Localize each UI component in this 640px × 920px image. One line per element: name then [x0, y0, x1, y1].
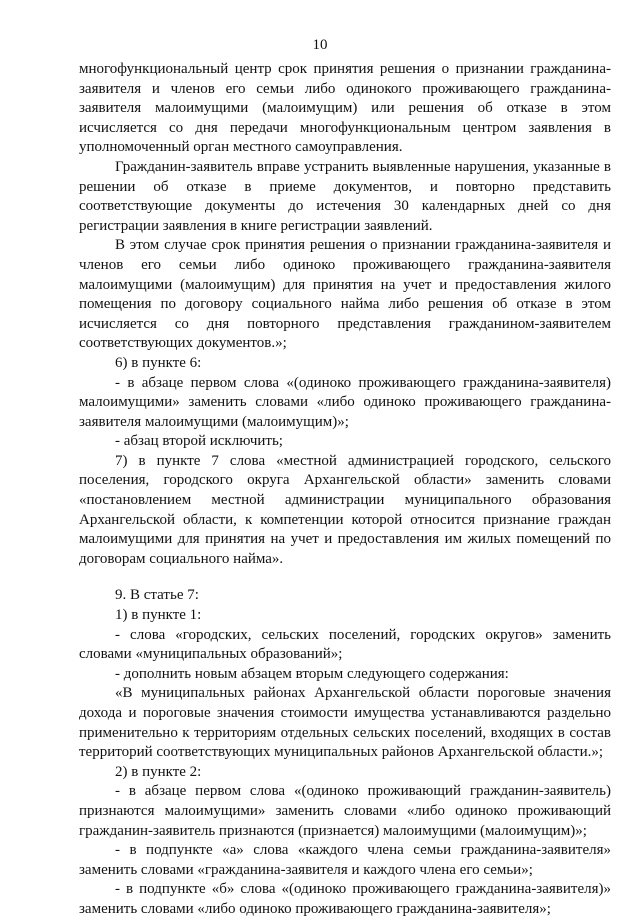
document-body	[79, 60, 611, 920]
paragraph-item-6-first-abzac: - в абзаце первом слова «(одиноко проживающего гражданина-заявителя) малоимущими» заменить словами «либо одиноко проживающего гражданина-заявителя малоимущими (малоимущим)»;	[79, 374, 611, 430]
paragraph-article-7-item-2: 2) в пункте 2:	[115, 763, 202, 780]
paragraph-article-7-item-1: 1) в пункте 1:	[115, 607, 202, 624]
paragraph-item-7: 7) в пункте 7 слова «местной администрацией городского, сельского поселения, городского округа Архангельской области» заменить словами «постановлением местной администрации муниципального образования Архангельской области, к компетенции которой относится признание граждан малоимущими для принятия на учет и предоставления им жилых помещений по договорам социального найма».	[79, 452, 611, 567]
paragraph-continuation: многофункциональный центр срок принятия решения о признании гражданина-заявителя и членов его семьи либо одинокого проживающего гражданина-заявителя малоимущими (малоимущим) или решения об отказе в этом исчисляется со дня передачи многофункциональным центром заявления в уполномоченный орган местного самоуправления.	[79, 61, 611, 156]
paragraph-article-7-item-2-subitem-a: - в подпункте «а» слова «каждого члена семьи гражданина-заявителя» заменить словами «гражданина-заявителя и каждого члена его семьи»;	[79, 842, 611, 878]
paragraph-resubmission-term: В этом случае срок принятия решения о признании гражданина-заявителя и членов его семьи либо одиноко проживающего гражданина-заявителя малоимущими (малоимущим) для принятия на учет и предоставления жилого помещения по договору социального найма либо решения об отказе в этом исчисляется со дня повторного представления гражданином-заявителем соответствующих документов.»;	[79, 237, 611, 352]
paragraph-article-7-item-1-words: - слова «городских, сельских поселений, городских округов» заменить словами «муниципальных образований»;	[79, 626, 611, 663]
paragraph-item-6-second-abzac: - абзац второй исключить;	[115, 433, 283, 450]
paragraph-article-7-item-1-quote: «В муниципальных районах Архангельской области пороговые значения дохода и пороговые значения стоимости имущества устанавливаются раздельно применительно к территориям отдельных сельских поселений, входящих в состав территорий соответствующих муниципальных районов Архангельской области.»;	[79, 685, 611, 761]
paragraph-article-7-heading: 9. В статье 7:	[115, 587, 199, 604]
paragraph-item-6: 6) в пункте 6:	[115, 354, 202, 371]
paragraph-resubmission-right: Гражданин-заявитель вправе устранить выявленные нарушения, указанные в решении об отказе в приеме документов, и повторно представить соответствующие документы до истечения 30 календарных дней со дня регистрации заявления в книге регистрации заявлений.	[79, 158, 611, 234]
page-number: 10	[312, 37, 328, 53]
paragraph-article-7-item-2-subitem-b: - в подпункте «б» слова «(одиноко проживающего гражданина-заявителя)» заменить словами «либо одиноко проживающего гражданина-заявителя»;	[79, 881, 611, 917]
paragraph-article-7-item-1-add: - дополнить новым абзацем вторым следующего содержания:	[115, 665, 509, 682]
section-gap	[79, 569, 611, 586]
paragraph-article-7-item-2-first-abzac: - в абзаце первом слова «(одиноко проживающий гражданин-заявитель) признаются малоимущими» заменить словами «либо одиноко проживающий гражданин-заявитель признаются (признается) малоимущими (малоимущим)»;	[79, 783, 611, 839]
